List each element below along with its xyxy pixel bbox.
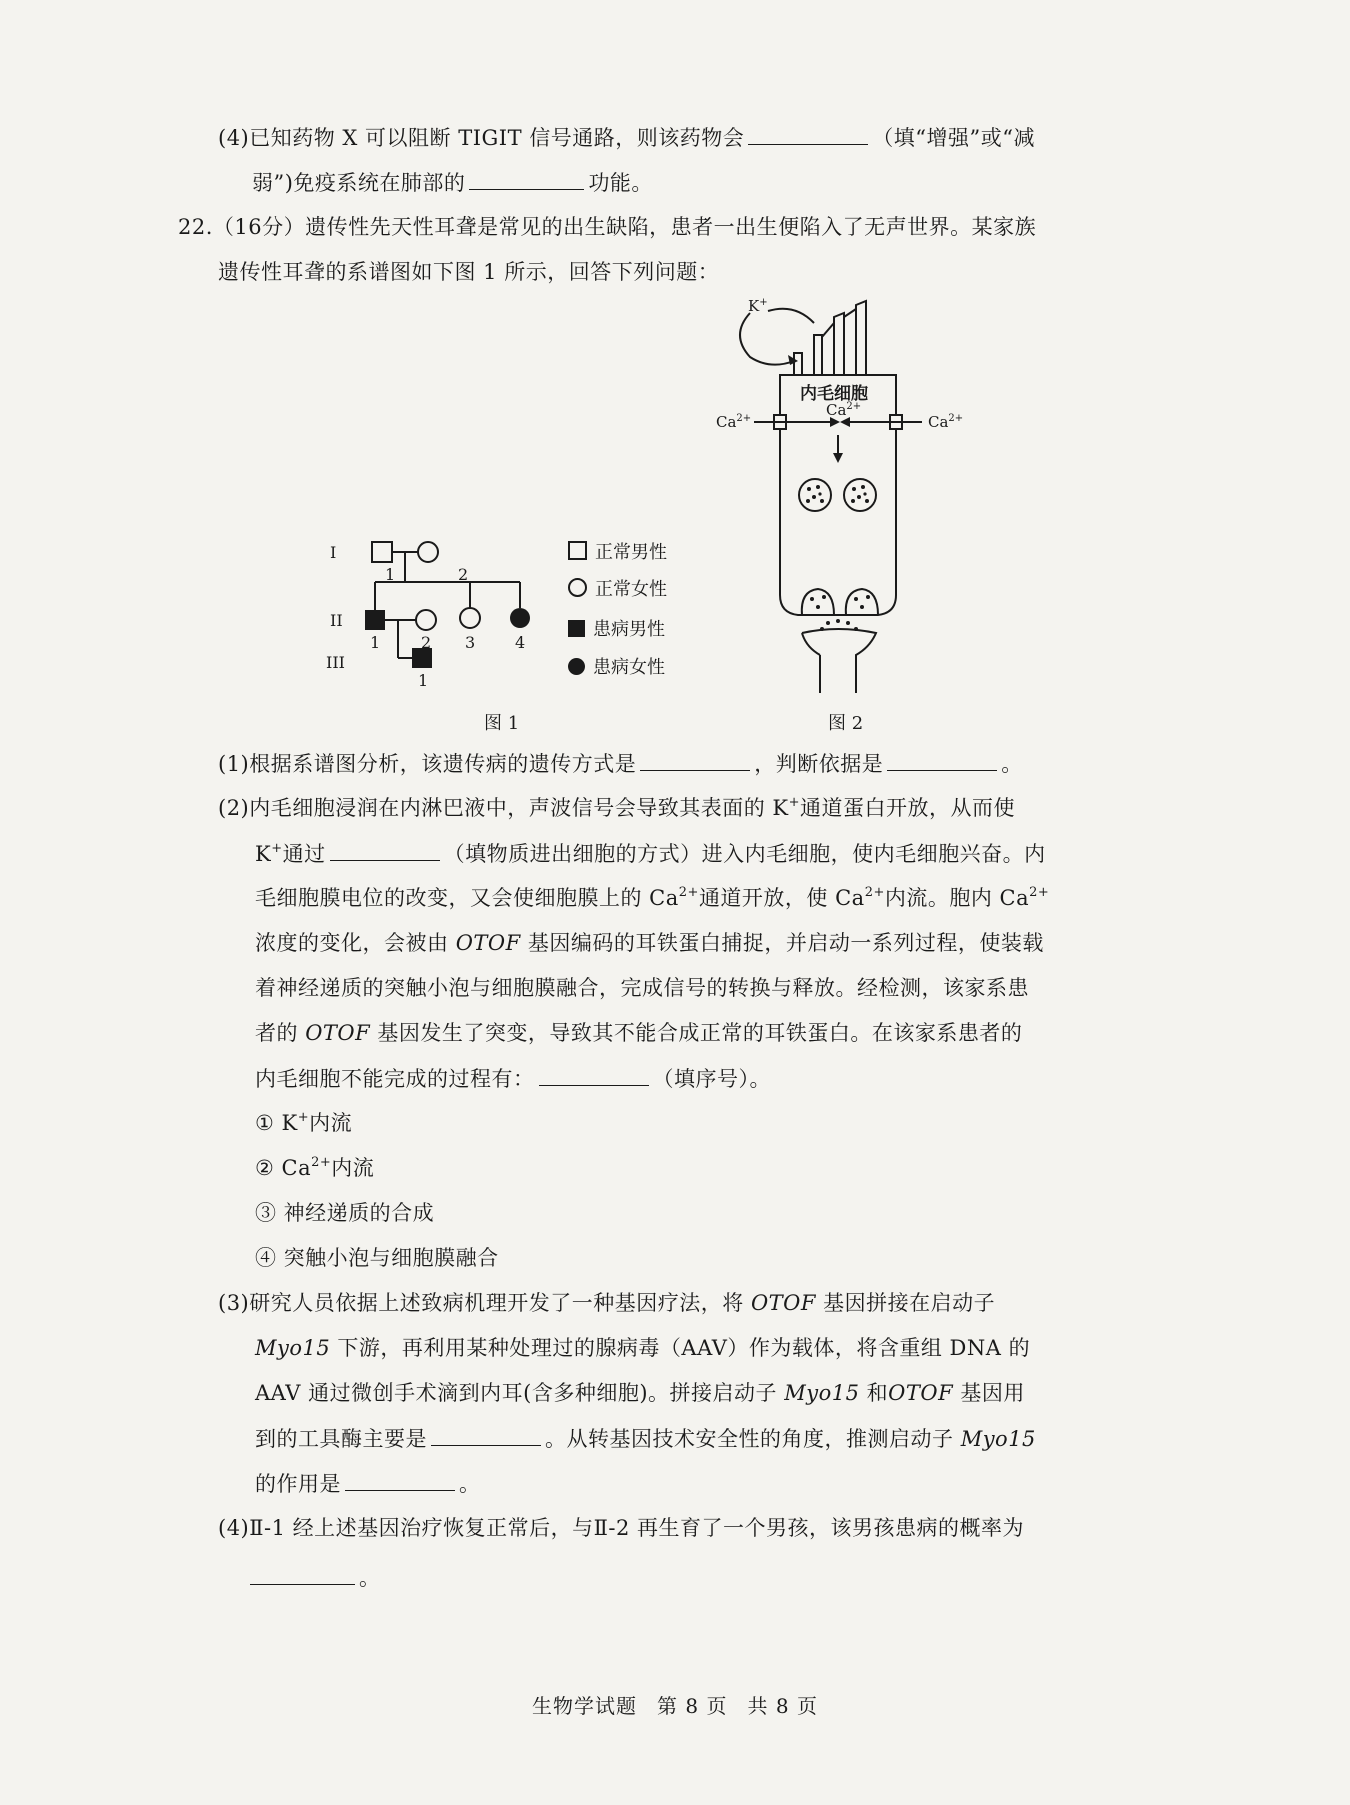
text: AAV 通过微创手术滴到内耳(含多种细胞)。拼接启动子 (255, 1381, 778, 1405)
text: (1)根据系谱图分析，该遗传病的遗传方式是 (218, 752, 637, 776)
tip-link (822, 323, 834, 337)
q22-2-line5: 着神经递质的突触小泡与细胞膜融合，完成信号的转换与释放。经检测，该家系患 (255, 976, 1029, 1000)
text: 内流 (331, 1156, 375, 1180)
text: ② Ca (255, 1156, 312, 1180)
text: 的作用是 (255, 1472, 341, 1496)
legend-normal-male (568, 541, 667, 565)
answer-blank[interactable] (748, 122, 868, 145)
text: 。 (459, 1472, 481, 1496)
q22-2-line6 (255, 1018, 1022, 1048)
text: ，判断依据是 (754, 752, 884, 776)
q22-stem-line2: 遗传性耳聋的系谱图如下图 1 所示，回答下列问题： (218, 260, 720, 284)
id-label: 1 (370, 633, 381, 652)
superscript: 2+ (864, 885, 885, 900)
answer-blank[interactable] (330, 838, 440, 861)
text: 基因用 (960, 1381, 1025, 1405)
id-label: 2 (421, 633, 432, 652)
k-ion-label: K+ (748, 297, 768, 315)
footer-total-pages: 共 8 页 (747, 1694, 818, 1718)
text: 基因编码的耳铁蛋白捕捉，并启动一系列过程，使装载 (527, 931, 1044, 955)
gene-name: OTOF (305, 1021, 371, 1045)
answer-blank[interactable] (640, 748, 750, 771)
square-open-icon (568, 541, 587, 560)
text: （填“增强”或“减 (872, 126, 1035, 150)
hair-cell-diagram (710, 295, 990, 695)
text: 和 (866, 1381, 889, 1405)
answer-blank[interactable] (469, 167, 584, 190)
q21-4-line2 (252, 167, 653, 198)
text: 到的工具酶主要是 (255, 1427, 427, 1451)
fusing-vesicle (846, 589, 878, 615)
text: 通道开放，使 Ca (698, 886, 865, 910)
arrowhead (833, 453, 843, 463)
q22-3-line3 (255, 1378, 1025, 1408)
I-1-normal-male (372, 542, 392, 562)
q22-2-line3 (255, 883, 1049, 913)
answer-blank[interactable] (431, 1423, 541, 1446)
text: 。 (1001, 752, 1023, 776)
id-label: 4 (515, 633, 526, 652)
text: （填序号）。 (652, 1067, 771, 1091)
q22-stem-line1: 22.（16分）遗传性先天性耳聋是常见的出生缺陷，患者一出生便陷入了无声世界。某家族 (178, 215, 1037, 239)
gen-label-II: II (330, 611, 343, 630)
gene-name: Myo15 (255, 1336, 331, 1360)
cell-label: 内毛细胞 (800, 384, 868, 404)
postsynaptic-neuron (802, 629, 876, 693)
k-influx-arrow (768, 309, 814, 323)
q22-4-line2 (250, 1562, 381, 1593)
text: （填物质进出细胞的方式）进入内毛细胞，使内毛细胞兴奋。内 (443, 842, 1046, 866)
pedigree-chart (326, 530, 590, 700)
gene-name: OTOF (888, 1381, 954, 1405)
synaptic-vesicle (844, 479, 876, 511)
circle-open-icon (568, 578, 587, 597)
text: 通道蛋白开放，从而使 (800, 796, 1016, 820)
text: 者的 (255, 1021, 298, 1045)
q22-2-line7 (255, 1063, 771, 1094)
gen-label-I: I (330, 543, 337, 562)
superscript: + (788, 795, 801, 810)
answer-blank[interactable] (250, 1562, 355, 1585)
text: 基因拼接在启动子 (823, 1291, 996, 1315)
id-label: 2 (458, 565, 469, 584)
gene-name: Myo15 (960, 1427, 1036, 1451)
superscript: 2+ (311, 1155, 332, 1170)
page-footer (0, 1690, 1350, 1719)
text: 通过 (282, 842, 326, 866)
I-2-normal-female (418, 542, 438, 562)
q22-3-line2 (255, 1333, 1030, 1363)
q22-3-line4 (255, 1423, 1036, 1454)
square-filled-icon (568, 620, 585, 637)
k-influx-arrow (740, 313, 794, 365)
legend-normal-female (568, 578, 667, 602)
answer-blank[interactable] (539, 1063, 649, 1086)
option-2 (255, 1153, 374, 1183)
text: 弱”)免疫系统在肺部的 (252, 171, 466, 195)
II-4-affected-female (510, 608, 530, 628)
II-3-normal-female (460, 608, 480, 628)
text: 内流 (309, 1111, 353, 1135)
superscript: 2+ (1029, 885, 1050, 900)
id-label: 3 (465, 633, 476, 652)
text: 浓度的变化，会被由 (255, 931, 449, 955)
stereocilium (856, 301, 866, 375)
fig2-caption: 图 2 (828, 713, 864, 734)
circle-filled-icon (568, 658, 585, 675)
text: 基因发生了突变，导致其不能合成正常的耳铁蛋白。在该家系患者的 (377, 1021, 1023, 1045)
q22-3-line1 (218, 1288, 995, 1318)
text: (3)研究人员依据上述致病机理开发了一种基因疗法，将 (218, 1291, 744, 1315)
text: 内流。胞内 Ca (884, 886, 1030, 910)
answer-blank[interactable] (345, 1468, 455, 1491)
legend-text: 患病女性 (593, 657, 665, 678)
q22-2-line1 (218, 793, 1015, 823)
synaptic-vesicle (799, 479, 831, 511)
id-label: 1 (385, 565, 396, 584)
text: (4)已知药物 X 可以阻断 TIGIT 信号通路，则该药物会 (218, 126, 745, 150)
q21-4-line1 (218, 122, 1035, 153)
text: (2)内毛细胞浸润在内淋巴液中，声波信号会导致其表面的 K (218, 796, 789, 820)
ca-right-label: $Ca^{2+}$ (928, 413, 964, 431)
text: 下游，再利用某种处理过的腺病毒（AAV）作为载体，将含重组 DNA 的 (337, 1336, 1031, 1360)
ca-left-label: $Ca^{2+}$ (716, 413, 752, 431)
q22-3-line5 (255, 1468, 481, 1499)
footer-page-number: 第 8 页 (657, 1694, 728, 1718)
II-1-affected-male (365, 610, 385, 630)
q22-2-line4 (255, 928, 1044, 958)
II-2-normal-female (416, 610, 436, 630)
gen-label-III: III (326, 653, 345, 672)
legend-text: 正常女性 (595, 579, 667, 600)
legend-text: 患病男性 (593, 619, 665, 640)
legend-affected-female (568, 656, 665, 680)
option-4: ④ 突触小泡与细胞膜融合 (255, 1246, 499, 1270)
text: ① K (255, 1111, 298, 1135)
text: 功能。 (588, 171, 653, 195)
superscript: 2+ (678, 885, 699, 900)
tip-link (844, 309, 856, 317)
gene-name: Myo15 (784, 1381, 860, 1405)
id-label: 1 (418, 671, 429, 690)
stereocilium (834, 313, 844, 375)
text: K (255, 842, 272, 866)
q22-2-line2 (255, 838, 1046, 869)
legend-affected-male (568, 618, 665, 642)
gene-name: OTOF (455, 931, 521, 955)
answer-blank[interactable] (887, 748, 997, 771)
stereocilium (794, 353, 802, 375)
text: 毛细胞膜电位的改变，又会使细胞膜上的 Ca (255, 886, 679, 910)
fig1-caption: 图 1 (484, 713, 520, 734)
option-3: ③ 神经递质的合成 (255, 1201, 435, 1225)
legend-text: 正常男性 (595, 542, 667, 563)
option-1 (255, 1108, 352, 1138)
q22-1-line (218, 748, 1023, 779)
q22-4-line1: (4)Ⅱ-1 经上述基因治疗恢复正常后，与Ⅱ-2 再生育了一个男孩，该男孩患病的概率为 (218, 1516, 1025, 1540)
superscript: + (271, 841, 283, 856)
text: 。从转基因技术安全性的角度，推测启动子 (545, 1427, 954, 1451)
text: 。 (359, 1566, 381, 1590)
superscript: + (297, 1110, 310, 1125)
text: 内毛细胞不能完成的过程有： (255, 1067, 535, 1091)
gene-name: OTOF (750, 1291, 816, 1315)
stereocilium (814, 335, 822, 375)
footer-subject: 生物学试题 (532, 1694, 638, 1718)
ca-center-label: $Ca^{2+}$ (826, 401, 862, 419)
fusing-vesicle (802, 589, 834, 615)
